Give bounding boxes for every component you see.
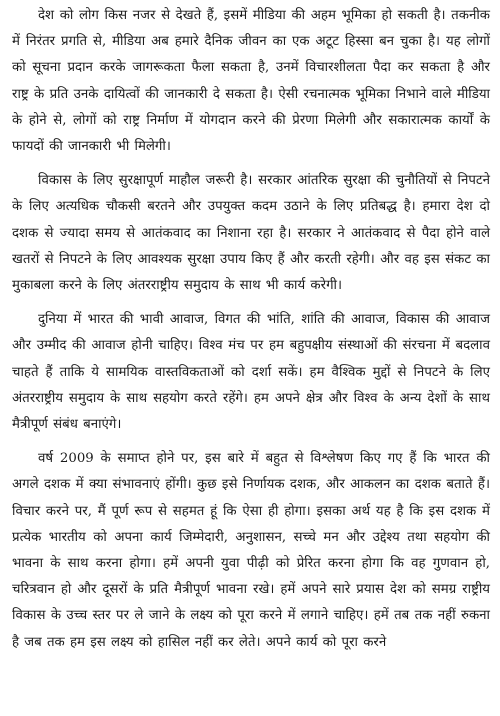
paragraph-internal-security: विकास के लिए सुरक्षापूर्ण माहौल जरूरी है। सरकार आंतरिक सुरक्षा की चुनौतियों से निपटने के लिए अत्यधिक चौकसी बरतने और उपयुक्त कदम उठाने के लिए प्रतिबद्ध है। हमारा देश दो दशक से ज्यादा समय से आतंकवाद का निशाना रहा है। सरकार ने आतंकवाद से पैदा होने वाले खतरों से निपटने के लिए आवश्यक सुरक्षा उपाय किए हैं और करती रहेगी। और वह इस संकट का मुकाबला करने के लिए अंतरराष्ट्रीय समुदाय के साथ भी कार्य करेगी।: [12, 173, 490, 294]
paragraph-decade-2009: वर्ष 2009 के समाप्त होने पर, इस बारे में बहुत से विश्लेषण किए गए हैं कि भारत की अगले दशक में क्या संभावनाएं होंगी। कुछ इसे निर्णायक दशक, और आकलन का दशक बताते हैं। विचार करने पर, मैं पूर्ण रूप से सहमत हूं कि ऐसा ही होगा। इसका अर्थ यह है कि इस दशक में प्रत्येक भारतीय को अपना कार्य जिम्मेदारी, अनुशासन, सच्चे मन और उद्देश्य तथा सहयोग की भावना के साथ करना होगा। हमें अपनी युवा पीढ़ी को प्रेरित करना होगा कि वह गुणवान हो, चरित्रवान हो और दूसरों के प्रति मैत्रीपूर्ण भावना रखे। हमें अपने सारे प्रयास देश को समग्र राष्ट्रीय विकास के उच्च स्तर पर ले जाने के लक्ष्य को पूरा करने में लगाने चाहिए। हमें तब तक नहीं रुकना है जब तक हम इस लक्ष्य को हासिल नहीं कर लेते। अपने कार्य को पूरा करने: [12, 451, 490, 650]
paragraph-media-role: देश को लोग किस नजर से देखते हैं, इसमें मीडिया की अहम भूमिका हो सकती है। तकनीक में निरंतर प्रगति से, मीडिया अब हमारे दैनिक जीवन का एक अटूट हिस्सा बन चुका है। यह लोगों को सूचना प्रदान करके जागरूकता फैला सकता है, उनमें विचारशीलता पैदा कर सकता है और राष्ट्र के प्रति उनके दायित्वों की जानकारी दे सकता है। ऐसी रचनात्मक भूमिका निभाने वाले मीडिया के होने से, लोगों को राष्ट्र निर्माण में योगदान करने की प्रेरणा मिलेगी और सकारात्मक कार्यों के फायदों की जानकारी भी मिलेगी।: [12, 8, 490, 155]
paragraph-india-world-voice: दुनिया में भारत की भावी आवाज, विगत की भांति, शांति की आवाज, विकास की आवाज और उम्मीद की आवाज होनी चाहिए। विश्व मंच पर हम बहुपक्षीय संस्थाओं की संरचना में बदलाव चाहते हैं ताकि ये सामयिक वास्तविकताओं को दर्शा सकें। हम वैश्विक मुद्दों से निपटने के लिए अंतरराष्ट्रीय समुदाय के साथ सहयोग करते रहेंगे। हम अपने क्षेत्र और विश्व के अन्य देशों के साथ मैत्रीपूर्ण संबंध बनाएंगे।: [12, 312, 490, 433]
